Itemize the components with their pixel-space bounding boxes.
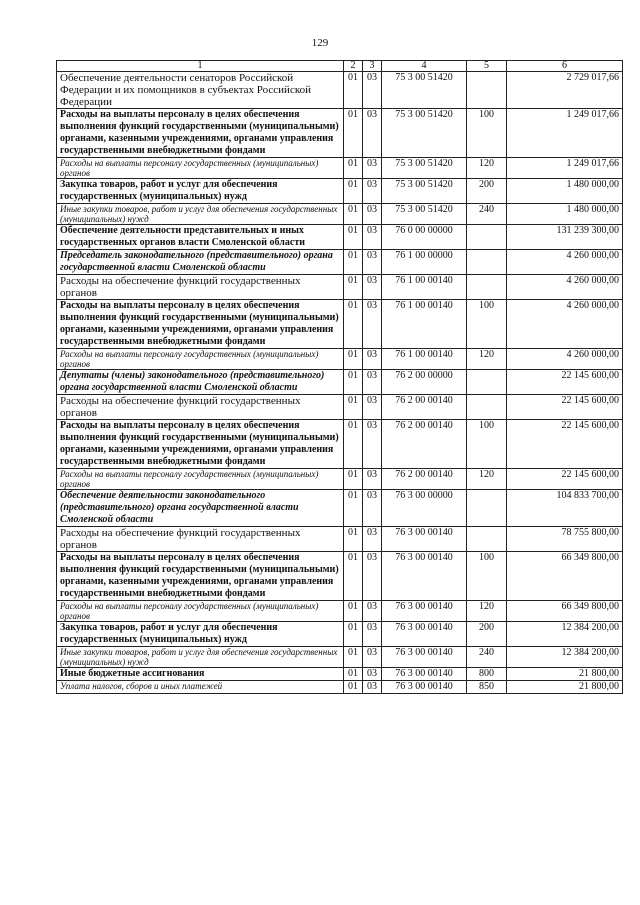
row-target-article-cell: 76 1 00 00140	[382, 349, 467, 370]
row-amount-cell: 131 239 300,00	[507, 225, 623, 250]
row-target-article-cell: 76 3 00 00140	[382, 668, 467, 681]
row-amount-cell: 21 800,00	[507, 681, 623, 694]
row-expense-type-cell: 240	[467, 204, 507, 225]
row-expense-type-cell	[467, 250, 507, 275]
row-subsection-cell: 03	[363, 420, 382, 469]
table-row	[57, 349, 623, 370]
row-amount-cell: 22 145 600,00	[507, 395, 623, 420]
row-name-cell: Расходы на обеспечение функций государственных органов	[57, 395, 344, 420]
table-row	[57, 490, 623, 527]
row-expense-type-cell	[467, 225, 507, 250]
row-section-cell: 01	[344, 395, 363, 420]
row-amount-cell: 66 349 800,00	[507, 552, 623, 601]
row-expense-type-cell: 200	[467, 622, 507, 647]
row-target-article-cell: 76 3 00 00140	[382, 622, 467, 647]
row-expense-type-cell: 800	[467, 668, 507, 681]
row-expense-type-cell: 850	[467, 681, 507, 694]
row-name-cell: Председатель законодательного (представительного) органа государственной власти Смоленской области	[57, 250, 344, 275]
row-amount-cell: 66 349 800,00	[507, 601, 623, 622]
row-subsection-cell: 03	[363, 158, 382, 179]
table-row	[57, 647, 623, 668]
row-expense-type-cell: 120	[467, 469, 507, 490]
page-number: 129	[311, 37, 329, 49]
row-section-cell: 01	[344, 622, 363, 647]
row-expense-type-cell: 120	[467, 158, 507, 179]
row-name-cell: Расходы на выплаты персоналу государственных (муниципальных) органов	[57, 158, 344, 179]
row-target-article-cell: 75 3 00 51420	[382, 179, 467, 204]
row-amount-cell: 2 729 017,66	[507, 72, 623, 109]
row-name-cell: Расходы на обеспечение функций государственных органов	[57, 527, 344, 552]
row-name-cell: Расходы на обеспечение функций государственных органов	[57, 275, 344, 300]
table-row	[57, 158, 623, 179]
table-row	[57, 300, 623, 349]
row-amount-cell: 21 800,00	[507, 668, 623, 681]
row-expense-type-cell	[467, 527, 507, 552]
row-section-cell: 01	[344, 250, 363, 275]
row-section-cell: 01	[344, 225, 363, 250]
row-target-article-cell: 76 1 00 00000	[382, 250, 467, 275]
table-row	[57, 668, 623, 681]
row-target-article-cell: 75 3 00 51420	[382, 109, 467, 158]
table-row	[57, 72, 623, 109]
row-name-cell: Депутаты (члены) законодательного (представительного) органа государственной власти Смоленской области	[57, 370, 344, 395]
row-section-cell: 01	[344, 72, 363, 109]
column-header-expense-type: 5	[467, 61, 507, 72]
row-expense-type-cell: 240	[467, 647, 507, 668]
row-name-cell: Расходы на выплаты персоналу государственных (муниципальных) органов	[57, 469, 344, 490]
row-expense-type-cell: 100	[467, 552, 507, 601]
table-row	[57, 204, 623, 225]
row-amount-cell: 22 145 600,00	[507, 370, 623, 395]
row-amount-cell: 4 260 000,00	[507, 300, 623, 349]
row-section-cell: 01	[344, 300, 363, 349]
table-row	[57, 395, 623, 420]
row-section-cell: 01	[344, 647, 363, 668]
row-name-cell: Обеспечение деятельности сенаторов Российской Федерации и их помощников в субъектах Российской Федерации	[57, 72, 344, 109]
row-target-article-cell: 76 2 00 00140	[382, 395, 467, 420]
row-name-cell: Уплата налогов, сборов и иных платежей	[57, 681, 344, 694]
row-subsection-cell: 03	[363, 370, 382, 395]
row-section-cell: 01	[344, 420, 363, 469]
row-section-cell: 01	[344, 668, 363, 681]
column-header-name: 1	[57, 61, 344, 72]
row-section-cell: 01	[344, 552, 363, 601]
row-expense-type-cell: 100	[467, 109, 507, 158]
row-subsection-cell: 03	[363, 469, 382, 490]
row-name-cell: Иные бюджетные ассигнования	[57, 668, 344, 681]
row-expense-type-cell: 120	[467, 349, 507, 370]
column-header-amount: 6	[507, 61, 623, 72]
row-name-cell: Расходы на выплаты персоналу государственных (муниципальных) органов	[57, 349, 344, 370]
table-row	[57, 109, 623, 158]
table-row	[57, 527, 623, 552]
row-expense-type-cell: 200	[467, 179, 507, 204]
row-expense-type-cell: 120	[467, 601, 507, 622]
row-expense-type-cell: 100	[467, 420, 507, 469]
table-row	[57, 179, 623, 204]
budget-table	[56, 60, 623, 694]
row-section-cell: 01	[344, 158, 363, 179]
row-target-article-cell: 76 2 00 00140	[382, 469, 467, 490]
row-section-cell: 01	[344, 109, 363, 158]
column-header-target-article: 4	[382, 61, 467, 72]
row-amount-cell: 1 480 000,00	[507, 204, 623, 225]
row-subsection-cell: 03	[363, 225, 382, 250]
row-expense-type-cell: 100	[467, 300, 507, 349]
row-section-cell: 01	[344, 204, 363, 225]
row-amount-cell: 22 145 600,00	[507, 469, 623, 490]
table-row	[57, 622, 623, 647]
row-subsection-cell: 03	[363, 72, 382, 109]
row-section-cell: 01	[344, 349, 363, 370]
table-row	[57, 420, 623, 469]
column-header-section: 2	[344, 61, 363, 72]
row-expense-type-cell	[467, 72, 507, 109]
row-section-cell: 01	[344, 469, 363, 490]
row-section-cell: 01	[344, 681, 363, 694]
row-expense-type-cell	[467, 395, 507, 420]
row-amount-cell: 4 260 000,00	[507, 275, 623, 300]
row-subsection-cell: 03	[363, 681, 382, 694]
row-name-cell: Расходы на выплаты персоналу в целях обеспечения выполнения функций государственными (муниципальными) органами, казенными учреждениями, органами управления государственными внебюджетными фондами	[57, 552, 344, 601]
column-header-subsection: 3	[363, 61, 382, 72]
row-amount-cell: 22 145 600,00	[507, 420, 623, 469]
row-name-cell: Обеспечение деятельности законодательного (представительного) органа государственной власти Смоленской области	[57, 490, 344, 527]
row-name-cell: Расходы на выплаты персоналу в целях обеспечения выполнения функций государственными (муниципальными) органами, казенными учреждениями, органами управления государственными внебюджетными фондами	[57, 420, 344, 469]
table-row	[57, 275, 623, 300]
row-name-cell: Иные закупки товаров, работ и услуг для обеспечения государственных (муниципальных) нужд	[57, 647, 344, 668]
row-subsection-cell: 03	[363, 275, 382, 300]
row-section-cell: 01	[344, 179, 363, 204]
row-target-article-cell: 76 1 00 00140	[382, 300, 467, 349]
row-target-article-cell: 76 2 00 00140	[382, 420, 467, 469]
row-subsection-cell: 03	[363, 527, 382, 552]
row-target-article-cell: 76 3 00 00140	[382, 527, 467, 552]
row-target-article-cell: 75 3 00 51420	[382, 204, 467, 225]
table-row	[57, 225, 623, 250]
row-subsection-cell: 03	[363, 622, 382, 647]
row-subsection-cell: 03	[363, 490, 382, 527]
row-name-cell: Расходы на выплаты персоналу в целях обеспечения выполнения функций государственными (муниципальными) органами, казенными учреждениями, органами управления государственными внебюджетными фондами	[57, 109, 344, 158]
row-subsection-cell: 03	[363, 349, 382, 370]
row-target-article-cell: 76 1 00 00140	[382, 275, 467, 300]
table-row	[57, 370, 623, 395]
row-name-cell: Обеспечение деятельности представительных и иных государственных органов власти Смоленской области	[57, 225, 344, 250]
row-subsection-cell: 03	[363, 668, 382, 681]
row-section-cell: 01	[344, 490, 363, 527]
row-target-article-cell: 75 3 00 51420	[382, 72, 467, 109]
table-row	[57, 552, 623, 601]
row-subsection-cell: 03	[363, 647, 382, 668]
row-expense-type-cell	[467, 490, 507, 527]
row-amount-cell: 4 260 000,00	[507, 349, 623, 370]
row-amount-cell: 1 480 000,00	[507, 179, 623, 204]
row-subsection-cell: 03	[363, 552, 382, 601]
table-header-row	[57, 61, 623, 72]
row-target-article-cell: 76 3 00 00140	[382, 601, 467, 622]
row-target-article-cell: 76 3 00 00140	[382, 647, 467, 668]
table-row	[57, 601, 623, 622]
row-subsection-cell: 03	[363, 601, 382, 622]
row-name-cell: Расходы на выплаты персоналу в целях обеспечения выполнения функций государственными (муниципальными) органами, казенными учреждениями, органами управления государственными внебюджетными фондами	[57, 300, 344, 349]
table-row	[57, 250, 623, 275]
row-amount-cell: 12 384 200,00	[507, 622, 623, 647]
row-subsection-cell: 03	[363, 179, 382, 204]
row-expense-type-cell	[467, 275, 507, 300]
row-target-article-cell: 76 0 00 00000	[382, 225, 467, 250]
row-amount-cell: 78 755 800,00	[507, 527, 623, 552]
row-amount-cell: 4 260 000,00	[507, 250, 623, 275]
row-target-article-cell: 76 3 00 00140	[382, 681, 467, 694]
row-target-article-cell: 76 2 00 00000	[382, 370, 467, 395]
row-target-article-cell: 76 3 00 00000	[382, 490, 467, 527]
table-row	[57, 469, 623, 490]
row-amount-cell: 104 833 700,00	[507, 490, 623, 527]
row-name-cell: Закупка товаров, работ и услуг для обеспечения государственных (муниципальных) нужд	[57, 179, 344, 204]
row-target-article-cell: 75 3 00 51420	[382, 158, 467, 179]
table-body	[57, 72, 623, 694]
row-section-cell: 01	[344, 275, 363, 300]
row-subsection-cell: 03	[363, 109, 382, 158]
row-subsection-cell: 03	[363, 204, 382, 225]
row-section-cell: 01	[344, 527, 363, 552]
row-subsection-cell: 03	[363, 300, 382, 349]
row-name-cell: Расходы на выплаты персоналу государственных (муниципальных) органов	[57, 601, 344, 622]
row-expense-type-cell	[467, 370, 507, 395]
row-name-cell: Иные закупки товаров, работ и услуг для обеспечения государственных (муниципальных) нужд	[57, 204, 344, 225]
row-amount-cell: 1 249 017,66	[507, 109, 623, 158]
row-subsection-cell: 03	[363, 395, 382, 420]
row-name-cell: Закупка товаров, работ и услуг для обеспечения государственных (муниципальных) нужд	[57, 622, 344, 647]
row-amount-cell: 1 249 017,66	[507, 158, 623, 179]
row-subsection-cell: 03	[363, 250, 382, 275]
row-amount-cell: 12 384 200,00	[507, 647, 623, 668]
row-target-article-cell: 76 3 00 00140	[382, 552, 467, 601]
row-section-cell: 01	[344, 370, 363, 395]
row-section-cell: 01	[344, 601, 363, 622]
table-row	[57, 681, 623, 694]
